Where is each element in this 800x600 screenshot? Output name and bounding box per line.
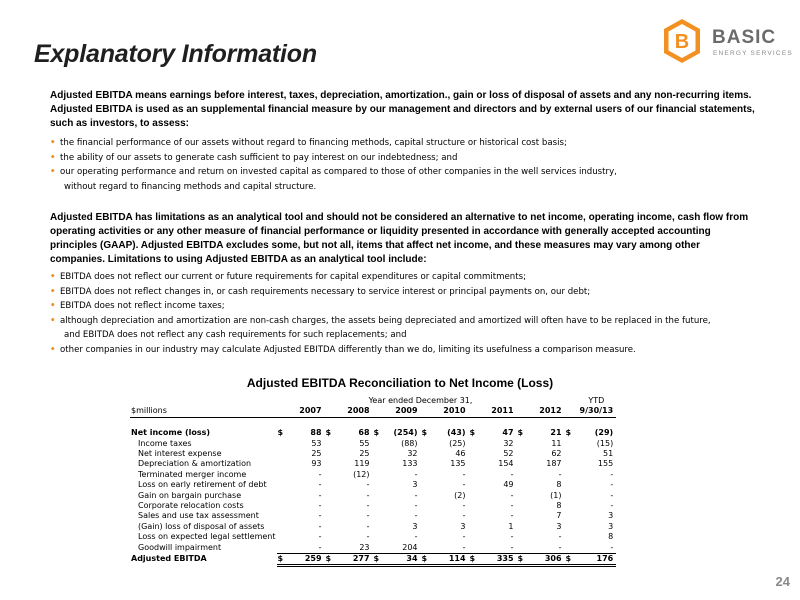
table-cell: 46 — [455, 449, 466, 459]
currency-symbol: $ — [565, 553, 579, 565]
table-cell: 3 — [412, 521, 418, 531]
table-cell: - — [579, 542, 617, 553]
table-cell: 11 — [551, 438, 562, 448]
table-cell: - — [414, 532, 418, 542]
currency-symbol: $ — [373, 428, 380, 438]
table-cell: - — [318, 532, 322, 542]
row-label: Income taxes — [138, 438, 192, 448]
table-cell: 21 — [550, 428, 562, 438]
table-cell: - — [318, 511, 322, 521]
list-item: • our operating performance and return on invested capital as compared to those of other companies in the well services industry, — [50, 165, 755, 180]
table-cell: 88 — [310, 428, 322, 438]
column-header: 9/30/13 — [579, 406, 617, 417]
currency-symbol: $ — [277, 553, 291, 565]
table-cell: 53 — [311, 438, 322, 448]
table-cell: 3 — [608, 521, 614, 531]
list-item-continuation: and EBITDA does not reflect any cash requirements for such replacements; and — [64, 330, 407, 340]
currency-symbol: $ — [373, 553, 387, 565]
table-row — [130, 449, 616, 459]
table-cell: - — [610, 480, 614, 490]
table-row — [130, 522, 616, 532]
table-row — [130, 511, 616, 521]
table-cell: (43) — [447, 428, 466, 438]
table-cell: 3 — [460, 521, 466, 531]
table-cell: 3 — [556, 521, 562, 531]
currency-symbol: $ — [421, 553, 435, 565]
table-cell: 306 — [531, 553, 565, 565]
intro-paragraph-2: Adjusted EBITDA has limitations as an analytical tool and should not be considered an alternative to net income, operating income, cash flow from operating activities or any other measure of financial performance or liquidity presented in accordance with generally accepted accounting principles (GAAP). Adjusted EBITDA excludes some, but not all, items that affect net income, and these measures may vary among other companies. Limitations to using Adjusted EBITDA as an analytical tool include: — [50, 212, 749, 265]
table-row — [130, 542, 616, 553]
page-number: 24 — [775, 574, 790, 589]
table-cell: - — [462, 469, 466, 479]
logo-tagline: ENERGY SERVICES — [713, 50, 793, 57]
table-cell: 8 — [608, 532, 614, 542]
table-cell: 23 — [339, 542, 373, 553]
ebitda-reconciliation-table — [130, 396, 616, 567]
table-cell: 155 — [597, 459, 614, 469]
intro-paragraph-1: Adjusted EBITDA means earnings before interest, taxes, depreciation, amortization., gain or loss of disposal of assets and any non-recurring items. Adjusted EBITDA is used as an supplemental financial measure by our management and directors and by external users of our financial statements, such as investors, to assess: — [50, 90, 755, 129]
table-cell: (2) — [454, 490, 466, 500]
table-cell: (1) — [550, 490, 562, 500]
currency-symbol: $ — [421, 428, 428, 438]
table-cell: 68 — [358, 428, 370, 438]
table-cell: (29) — [594, 428, 614, 438]
table-cell: 34 — [387, 553, 421, 565]
table-cell: 51 — [603, 449, 614, 459]
table-cell: 259 — [291, 553, 325, 565]
table-row — [130, 439, 616, 449]
table-cell: 32 — [407, 449, 418, 459]
unit-label: $millions — [130, 406, 277, 417]
table-header-row — [130, 406, 616, 417]
table-cell: 204 — [387, 542, 421, 553]
table-cell: - — [414, 490, 418, 500]
table-row — [130, 459, 616, 469]
table-title: Adjusted EBITDA Reconciliation to Net Income (Loss) — [246, 376, 554, 390]
svg-text:B: B — [674, 31, 690, 53]
row-label: Adjusted EBITDA — [131, 554, 207, 564]
basic-logo-icon — [662, 18, 702, 64]
table-cell: 93 — [311, 459, 322, 469]
table-cell: (25) — [449, 438, 466, 448]
table-cell: 7 — [556, 511, 562, 521]
limitations-bullet-list — [50, 270, 755, 357]
table-cell: 55 — [359, 438, 370, 448]
currency-symbol: $ — [325, 553, 339, 565]
table-cell: - — [610, 501, 614, 510]
row-label: Loss on early retirement of debt — [138, 480, 267, 490]
currency-symbol: $ — [277, 428, 284, 438]
table-group-header-row — [130, 396, 616, 406]
table-cell: - — [510, 511, 514, 521]
table-cell: - — [366, 480, 370, 490]
table-cell: 277 — [339, 553, 373, 565]
list-item: • the ability of our assets to generate cash sufficient to pay interest on our indebtedness; and — [50, 151, 755, 166]
row-label: Depreciation & amortization — [138, 459, 252, 469]
table-cell: - — [462, 532, 466, 542]
row-label: (Gain) loss of disposal of assets — [138, 521, 265, 531]
table-cell: 187 — [546, 459, 562, 469]
table-cell: - — [414, 469, 418, 479]
table-cell: 25 — [359, 449, 370, 459]
table-cell: - — [318, 490, 322, 500]
table-cell: (254) — [393, 428, 418, 438]
table-cell: 32 — [503, 438, 514, 448]
table-cell: 3 — [608, 511, 614, 521]
table-cell: 8 — [556, 480, 562, 490]
column-header: 2007 — [291, 406, 325, 417]
row-label: Corporate relocation costs — [138, 501, 244, 510]
total-row — [130, 553, 616, 565]
row-label: Loss on expected legal settlement — [138, 532, 276, 542]
table-cell: - — [483, 542, 517, 553]
table-cell: - — [414, 501, 418, 510]
table-cell: - — [462, 511, 466, 521]
company-logo — [662, 18, 794, 68]
table-cell: 52 — [503, 449, 514, 459]
table-cell: - — [366, 501, 370, 510]
table-cell: - — [610, 490, 614, 500]
table-row — [130, 480, 616, 490]
table-cell: - — [510, 490, 514, 500]
row-label: Net interest expense — [138, 449, 222, 459]
table-row — [130, 491, 616, 501]
table-cell: - — [510, 501, 514, 510]
list-item-continuation: without regard to financing methods and capital structure. — [64, 181, 317, 192]
table-row — [130, 532, 616, 542]
table-cell: - — [414, 511, 418, 521]
list-item: • EBITDA does not reflect our current or future requirements for capital expenditures or capital commitments; — [50, 270, 755, 285]
group-header: Year ended December 31, — [368, 396, 473, 406]
row-label: Gain on bargain purchase — [138, 490, 242, 500]
row-label: Sales and use tax assessment — [138, 511, 259, 521]
table-cell: (88) — [401, 438, 418, 448]
column-header: 2010 — [435, 406, 469, 417]
table-cell: - — [291, 542, 325, 553]
table-cell: - — [462, 480, 466, 490]
table-cell: 135 — [450, 459, 466, 469]
table-cell: - — [610, 469, 614, 479]
currency-symbol: $ — [565, 428, 572, 438]
table-cell: - — [462, 501, 466, 510]
table-cell: 3 — [412, 480, 418, 490]
table-cell: - — [510, 532, 514, 542]
table-cell: - — [318, 469, 322, 479]
table-cell: 176 — [579, 553, 617, 565]
explanatory-text — [50, 89, 755, 357]
table-cell: 62 — [551, 449, 562, 459]
table-row — [130, 470, 616, 480]
column-header: 2009 — [387, 406, 421, 417]
table-cell: - — [531, 542, 565, 553]
table-cell: 8 — [556, 501, 562, 510]
list-item: • although depreciation and amortization are non-cash charges, the assets being depreciated and amortized will often have to be replaced in the future, — [50, 314, 755, 329]
table-cell: - — [318, 480, 322, 490]
table-cell: 47 — [502, 428, 514, 438]
table-row — [130, 501, 616, 511]
page-title: Explanatory Information — [34, 40, 317, 68]
currency-symbol: $ — [469, 428, 476, 438]
table-cell: 49 — [503, 480, 514, 490]
currency-symbol: $ — [325, 428, 332, 438]
table-cell: (15) — [596, 438, 614, 448]
list-item: • the financial performance of our assets without regard to financing methods, capital structure or historical cost basis; — [50, 136, 755, 151]
table-cell: 1 — [508, 521, 514, 531]
table-cell: 119 — [354, 459, 370, 469]
table-cell: - — [435, 542, 469, 553]
table-cell: - — [510, 469, 514, 479]
currency-symbol: $ — [517, 553, 531, 565]
currency-symbol: $ — [517, 428, 524, 438]
table-cell: 335 — [483, 553, 517, 565]
table-cell: 154 — [498, 459, 514, 469]
list-item: • EBITDA does not reflect changes in, or cash requirements necessary to service interest or principal payments on, our debt; — [50, 285, 755, 300]
ytd-header: YTD — [588, 396, 605, 406]
logo-wordmark: BASIC — [712, 27, 777, 48]
row-label: Goodwill impairment — [138, 542, 222, 552]
table-cell: 25 — [311, 449, 322, 459]
table-row — [130, 428, 616, 438]
currency-symbol: $ — [469, 553, 483, 565]
table-cell: - — [366, 511, 370, 521]
table-cell: - — [558, 469, 562, 479]
list-item: • other companies in our industry may calculate Adjusted EBITDA differently than we do, limiting its usefulness a comparison measure. — [50, 343, 755, 358]
table-cell: 133 — [402, 459, 418, 469]
table-cell: - — [558, 532, 562, 542]
column-header: 2008 — [339, 406, 373, 417]
column-header: 2011 — [483, 406, 517, 417]
row-label: Terminated merger income — [138, 469, 247, 479]
table-cell: - — [318, 501, 322, 510]
table-cell: - — [318, 521, 322, 531]
list-item: • EBITDA does not reflect income taxes; — [50, 299, 755, 314]
table-cell: - — [366, 490, 370, 500]
table-cell: - — [366, 532, 370, 542]
row-label: Net income (loss) — [131, 428, 211, 438]
assessment-bullet-list — [50, 136, 755, 194]
table-cell: (12) — [353, 469, 370, 479]
table-cell: - — [366, 521, 370, 531]
table-cell: 114 — [435, 553, 469, 565]
column-header: 2012 — [531, 406, 565, 417]
